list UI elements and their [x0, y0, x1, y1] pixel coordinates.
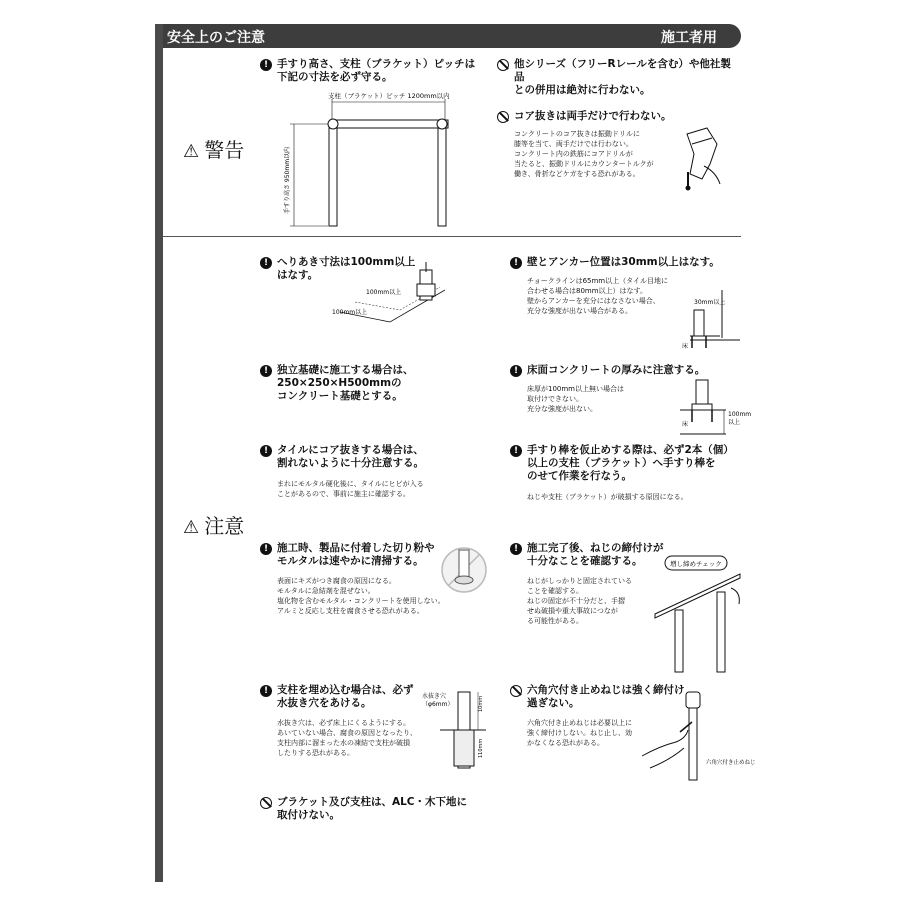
- wall-anchor-figure: [680, 290, 740, 350]
- caution-item-tile: ! タイルにコア抜きする場合は、 割れないように十分注意する。 まれにモルタル硬化後に、タイルにヒビが入る ことがあるので、事前に施主に確認する。: [260, 444, 490, 499]
- mandatory-icon: !: [260, 543, 272, 555]
- mandatory-icon: !: [260, 685, 272, 697]
- drill-hand-illustration: [672, 124, 727, 194]
- svg-text:六角穴付き止めねじ: 六角穴付き止めねじ: [706, 760, 756, 766]
- edge-distance-figure: [330, 262, 460, 332]
- left-rule: [155, 24, 163, 882]
- mandatory-icon: !: [510, 365, 522, 377]
- caution-item-edge-distance: ! へりあき寸法は100mm以上 はなす。: [260, 256, 480, 282]
- caution-item-tighten-check: ! 施工完了後、ねじの締付けが 十分なことを確認する。 ねじがしっかりと固定されている ことを確認する。 ねじの固定が不十分だと、手摺 せぬ破損や重大事故につなが る可能性がある。: [510, 542, 740, 626]
- warning-triangle-icon: ⚠: [183, 141, 200, 162]
- header-title: 安全上のご注意: [167, 30, 265, 46]
- header-audience: 施工者用: [661, 30, 717, 46]
- svg-text:100mm: 100mm: [728, 411, 752, 418]
- caution-item-hex-screw: 六角穴付き止めねじは強く締付け 過ぎない。 六角穴付き止めねじは必要以上に 強く締付けしない。ねじ止し、効 かなくなる恐れがある。: [510, 684, 740, 748]
- prohibited-icon: [497, 59, 509, 71]
- hex-screw-notes: 六角穴付き止めねじは必要以上に 強く締付けしない。ねじ止し、効 かなくなる恐れがある。: [527, 719, 632, 747]
- hex-screw-figure: [640, 690, 756, 782]
- caution-item-foundation: ! 独立基礎に施工する場合は、 250×250×H500mmの コンクリート基礎とする。: [260, 364, 480, 403]
- prohibited-icon: [260, 797, 272, 809]
- wall-anchor-notes: チョークラインは65mm以上（タイル目地に 合わせる場合は80mm以上）はなす。 壁からアンカーを充分にはなさない場合、 充分な強度が出ない場合がある。: [527, 277, 668, 315]
- mandatory-icon: !: [260, 445, 272, 457]
- caution-item-floor-thickness: ! 床面コンクリートの厚みに注意する。 床厚が100mm以上無い場合は 取付けできない。 充分な強度が出ない。: [510, 364, 740, 414]
- mandatory-icon: !: [260, 257, 272, 269]
- warning-item-core-drill: コア抜きは両手だけで行わない。 コンクリートのコア抜きは振動ドリルに 膝等を当て、両手だけでは行わない。 コンクリート内の鉄筋にコアドリルが 当たると、振動ドリルにカウンタートルクが 働き、骨折などケガをする恐れがある。: [497, 110, 741, 179]
- caution-item-wall-anchor: ! 壁とアンカー位置は30mm以上はなす。 チョークラインは65mm以上（タイル目地に 合わせる場合は80mm以上）はなす。 壁からアンカーを充分にはなさない場合、 充分な強度が出ない場合がある。: [510, 256, 740, 316]
- svg-text:100mm以上: 100mm以上: [332, 309, 368, 316]
- floor-thickness-notes: 床厚が100mm以上無い場合は 取付けできない。 充分な強度が出ない。: [527, 385, 624, 413]
- handrail-pitch-figure: [280, 88, 460, 233]
- svg-text:100mm以上: 100mm以上: [366, 289, 402, 296]
- core-drill-notes: コンクリートのコア抜きは振動ドリルに 膝等を当て、両手だけでは行わない。 コンクリート内の鉄筋にコアドリルが 当たると、振動ドリルにカウンタートルクが 働き、骨折などケガをする恐れがある。: [514, 130, 654, 178]
- caution-item-cleaning: ! 施工時、製品に付着した切り粉や モルタルは速やかに清掃する。 表面にキズがつき腐食の原因になる。 モルタルに急結剤を混ぜない。 塩化物を含むモルタル・コンクリートを使用しない。 アルミと反応し支柱を腐食させる恐れがある。: [260, 542, 490, 616]
- no-cleaning-post-figure: [438, 544, 490, 596]
- tile-notes: まれにモルタル硬化後に、タイルにヒビが入る ことがあるので、事前に施主に確認する。: [277, 480, 424, 498]
- svg-text:水抜き穴: 水抜き穴: [422, 693, 447, 700]
- mandatory-icon: !: [260, 365, 272, 377]
- caution-item-alc-wood: ブラケット及び支柱は、ALC・木下地に 取付けない。: [260, 796, 490, 822]
- svg-text:110mm: 110mm: [478, 738, 484, 758]
- svg-text:30mm以上: 30mm以上: [694, 299, 726, 306]
- tighten-check-notes: ねじがしっかりと固定されている ことを確認する。 ねじの固定が不十分だと、手摺 せぬ破損や重大事故につなが る可能性がある。: [527, 577, 632, 625]
- prohibited-icon: [510, 685, 522, 697]
- pitch-label: 支柱（ブラケット）ピッチ 1200mm以内: [328, 92, 450, 100]
- caution-item-temp-fix: ! 手すり棒を仮止めする際は、必ず2本（個） 以上の支柱（ブラケット）へ手すり棒を のせて作業を行なう。 ねじや支柱（ブラケット）が破損する原因になる。: [510, 444, 740, 502]
- section-divider: [163, 236, 741, 237]
- svg-text:以上: 以上: [728, 419, 741, 426]
- svg-text:10mm: 10mm: [478, 695, 484, 712]
- drain-hole-figure: [420, 690, 490, 770]
- caution-label: ⚠ 注意: [183, 514, 245, 538]
- mandatory-icon: !: [510, 257, 522, 269]
- section-header: [155, 24, 741, 48]
- caution-triangle-icon: ⚠: [183, 517, 200, 538]
- floor-thickness-figure: [676, 376, 752, 438]
- warning-label: ⚠ 警告: [183, 138, 245, 162]
- warning-item-other-series: 他シリーズ（フリーRレールを含む）や他社製品 との併用は絶対に行わない。: [497, 58, 741, 97]
- prohibited-icon: [497, 111, 509, 123]
- svg-text:床: 床: [682, 343, 689, 350]
- svg-text:床: 床: [682, 421, 689, 428]
- cleaning-notes: 表面にキズがつき腐食の原因になる。 モルタルに急結剤を混ぜない。 塩化物を含むモルタル・コンクリートを使用しない。 アルミと反応し支柱を腐食させる恐れがある。: [277, 577, 445, 615]
- height-label: 手すり高さ 950mm以内: [284, 146, 291, 214]
- tighten-check-figure: [655, 554, 745, 674]
- mandatory-icon: !: [510, 543, 522, 555]
- svg-text:（φ6mm）: （φ6mm）: [422, 701, 454, 708]
- caution-item-drain-hole: ! 支柱を埋め込む場合は、必ず 水抜き穴をあける。 水抜き穴は、必ず床上にくるようにする。 あいていない場合、腐食の原因となったり、 支柱内部に溜まった水の凍結で支柱が破損 したりする恐れがある。: [260, 684, 490, 758]
- temp-fix-notes: ねじや支柱（ブラケット）が破損する原因になる。: [527, 493, 688, 501]
- svg-text:増し締めチェック: 増し締めチェック: [670, 560, 722, 568]
- warning-item-pitch: ! 手すり高さ、支柱（ブラケット）ピッチは 下記の寸法を必ず守る。: [260, 58, 480, 84]
- mandatory-icon: !: [510, 445, 522, 457]
- drain-hole-notes: 水抜き穴は、必ず床上にくるようにする。 あいていない場合、腐食の原因となったり、 支柱内部に溜まった水の凍結で支柱が破損 したりする恐れがある。: [277, 719, 417, 757]
- mandatory-icon: !: [260, 59, 272, 71]
